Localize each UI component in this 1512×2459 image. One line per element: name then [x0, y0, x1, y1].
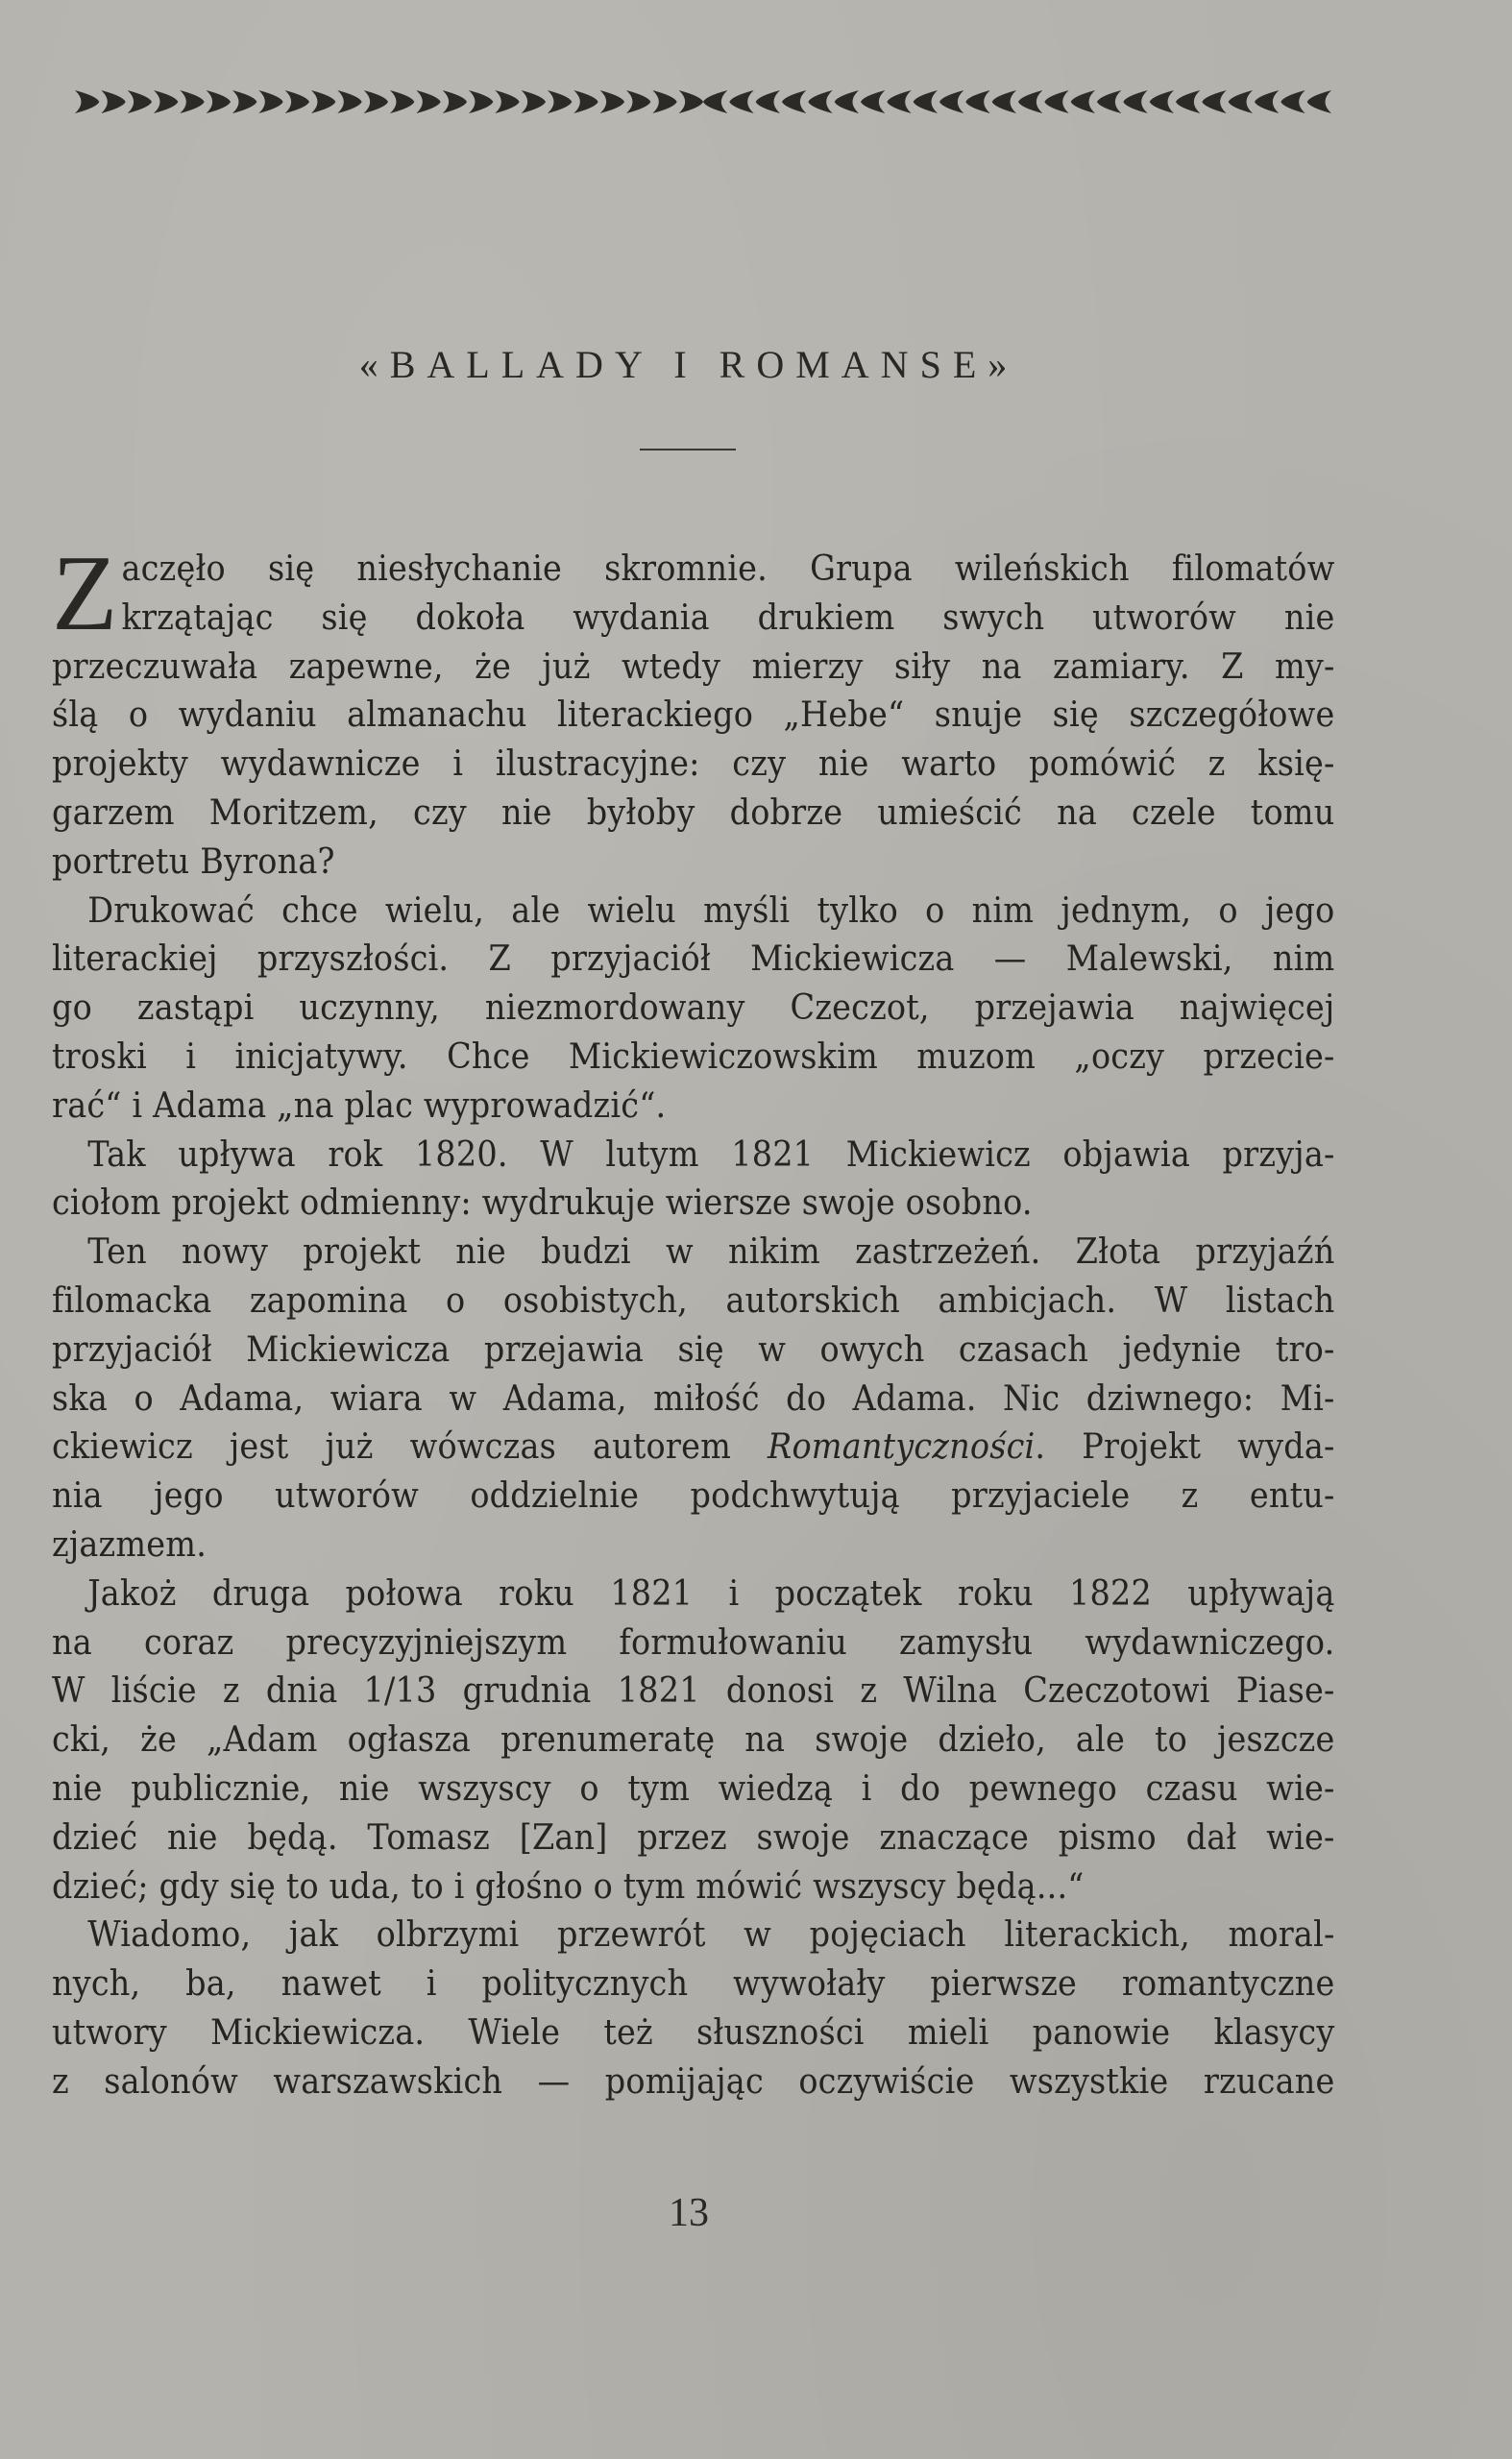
text-line: projekty wydawnicze i ilustracyjne: czy nie warto pomówić z księ- [52, 744, 1335, 785]
ornament-left-chevron [1176, 90, 1200, 113]
ornament-left-chevron [1229, 90, 1253, 113]
text-line: ślą o wydaniu almanachu literackiego „Hebe“ snuje się szczegółowe [52, 695, 1335, 736]
text-segment: ckiewicz jest już wówczas autorem [52, 1427, 768, 1468]
ornament-right-chevron [154, 90, 178, 113]
ornament-right-chevron [128, 90, 152, 113]
text-line: garzem Moritzem, czy nie byłoby dobrze umieścić na czele tomu [52, 792, 1335, 833]
text-line: portretu Byrona? [52, 841, 335, 882]
text-line: filomacka zapomina o osobistych, autorskich ambicjach. W listach [52, 1280, 1335, 1321]
text-line: Jakoż druga połowa roku 1821 i początek roku 1822 upływają [87, 1573, 1335, 1614]
text-line: krzątając się dokoła wydania drukiem swych utworów nie [121, 597, 1335, 638]
text-line: nia jego utworów oddzielnie podchwytują przyjaciele z entu- [52, 1476, 1335, 1517]
ornament-right-chevron [679, 90, 703, 113]
ornament-left-chevron [1280, 90, 1305, 113]
ornament-left-chevron [756, 90, 780, 113]
text-line: przeczuwała zapewne, że już wtedy mierzy siły na zamiary. Z my- [52, 646, 1335, 687]
text-line: Wiadomo, jak olbrzymi przewrót w pojęciach literackich, moral- [87, 1915, 1335, 1956]
text-line: ciołom projekt odmienny: wydrukuje wiersze swoje osobno. [52, 1183, 1033, 1224]
ornament-right-chevron [495, 90, 519, 113]
text-segment: . Projekt wyda- [1035, 1427, 1335, 1468]
text-line: go zastąpi uczynny, niezmordowany Czeczot, przejawia najwięcej [52, 988, 1335, 1029]
ornament-right-chevron [311, 90, 335, 113]
ornament-left-chevron [914, 90, 938, 113]
text-line: nie publicznie, nie wszyscy o tym wiedzą i do pewnego czasu wie- [52, 1768, 1335, 1809]
ornament-right-chevron [285, 90, 309, 113]
ornament-right-chevron [573, 90, 597, 113]
ornament-left-chevron [939, 90, 963, 113]
text-line: W liście z dnia 1/13 grudnia 1821 donosi z Wilna Czeczotowi Piase- [52, 1671, 1335, 1712]
ornament-left-chevron [782, 90, 806, 113]
body-text [52, 534, 1335, 2107]
text-line: dzieć nie będą. Tomasz [Zan] przez swoje znaczące pismo dał wie- [52, 1817, 1335, 1858]
drop-cap: Z [52, 534, 118, 653]
ornament-left-chevron [703, 90, 727, 113]
ornament-right-chevron [258, 90, 282, 113]
ornament-right-chevron [443, 90, 467, 113]
text-line: cki, że „Adam ogłasza prenumeratę na swoje dzieło, ale to jeszcze [52, 1720, 1335, 1761]
text-line: aczęło się niesłychanie skromnie. Grupa wileńskich filomatów [121, 549, 1335, 589]
ornament-right-chevron [364, 90, 388, 113]
ornament-right-chevron [522, 90, 546, 113]
text-line [52, 1424, 1334, 1473]
ornament-left-chevron [1097, 90, 1121, 113]
title-divider [640, 449, 736, 450]
ornament-right-chevron [337, 90, 361, 113]
page-number: 13 [669, 2191, 709, 2235]
ornament-left-chevron [1018, 90, 1042, 113]
ornament-left-chevron [1255, 90, 1279, 113]
text-line: Tak upływa rok 1820. W lutym 1821 Mickiewicz objawia przyja- [87, 1134, 1335, 1175]
ornament-right-chevron [416, 90, 440, 113]
ornament-left-chevron [887, 90, 911, 113]
ornament-left-chevron [965, 90, 989, 113]
ornament-left-chevron [1307, 90, 1331, 113]
text-line: ska o Adama, wiara w Adama, miłość do Adama. Nic dziwnego: Mi- [52, 1378, 1335, 1419]
ornament-left-chevron [729, 90, 753, 113]
ornament-left-chevron [1202, 90, 1226, 113]
text-line: rać“ i Adama „na plac wyprowadzić“. [52, 1085, 667, 1126]
text-line: Drukować chce wielu, ale wielu myśli tylko o nim jednym, o jego [87, 890, 1335, 931]
text-line: nych, ba, nawet i politycznych wywołały pierwsze romantyczne [52, 1964, 1335, 2005]
ornament-left-chevron [1044, 90, 1068, 113]
ornament-right-chevron [626, 90, 650, 113]
ornament-left-chevron [808, 90, 832, 113]
text-line: zjazmem. [52, 1524, 207, 1565]
ornament-right-chevron [180, 90, 204, 113]
text-line: dzieć; gdy się to uda, to i głośno o tym mówić wszyscy będą...“ [52, 1866, 1085, 1907]
ornament-right-chevron [207, 90, 231, 113]
ornament-right-chevron [75, 90, 99, 113]
text-line: przyjaciół Mickiewicza przejawia się w owych czasach jedynie tro- [52, 1329, 1335, 1370]
italic-title: Romantyczności [768, 1427, 1036, 1468]
ornament-right-chevron [232, 90, 256, 113]
ornament-left-chevron [835, 90, 859, 113]
ornament-left-chevron [1071, 90, 1095, 113]
ornament-left-chevron [1150, 90, 1174, 113]
ornament-right-chevron [101, 90, 125, 113]
ornament-left-chevron [861, 90, 885, 113]
text-line: z salonów warszawskich — pomijając oczywiście wszystkie rzucane [52, 2061, 1335, 2102]
decorative-chevron-border [73, 83, 1333, 121]
ornament-left-chevron [992, 90, 1016, 113]
text-line: Ten nowy projekt nie budzi w nikim zastrzeżeń. Złota przyjaźń [87, 1232, 1335, 1273]
ornament-right-chevron [469, 90, 493, 113]
text-line: troski i inicjatywy. Chce Mickiewiczowskim muzom „oczy przecie- [52, 1036, 1335, 1077]
ornament-right-chevron [548, 90, 572, 113]
chapter-title: «BALLADY I ROMANSE» [358, 343, 1019, 386]
ornament-left-chevron [1123, 90, 1147, 113]
text-line: utwory Mickiewicza. Wiele też słuszności mieli panowie klasycy [52, 2012, 1335, 2053]
text-line: literackiej przyszłości. Z przyjaciół Mickiewicza — Malewski, nim [52, 939, 1335, 980]
text-line: na coraz precyzyjniejszym formułowaniu zamysłu wydawniczego. [52, 1622, 1335, 1663]
ornament-right-chevron [652, 90, 676, 113]
ornament-right-chevron [390, 90, 414, 113]
ornament-right-chevron [600, 90, 624, 113]
